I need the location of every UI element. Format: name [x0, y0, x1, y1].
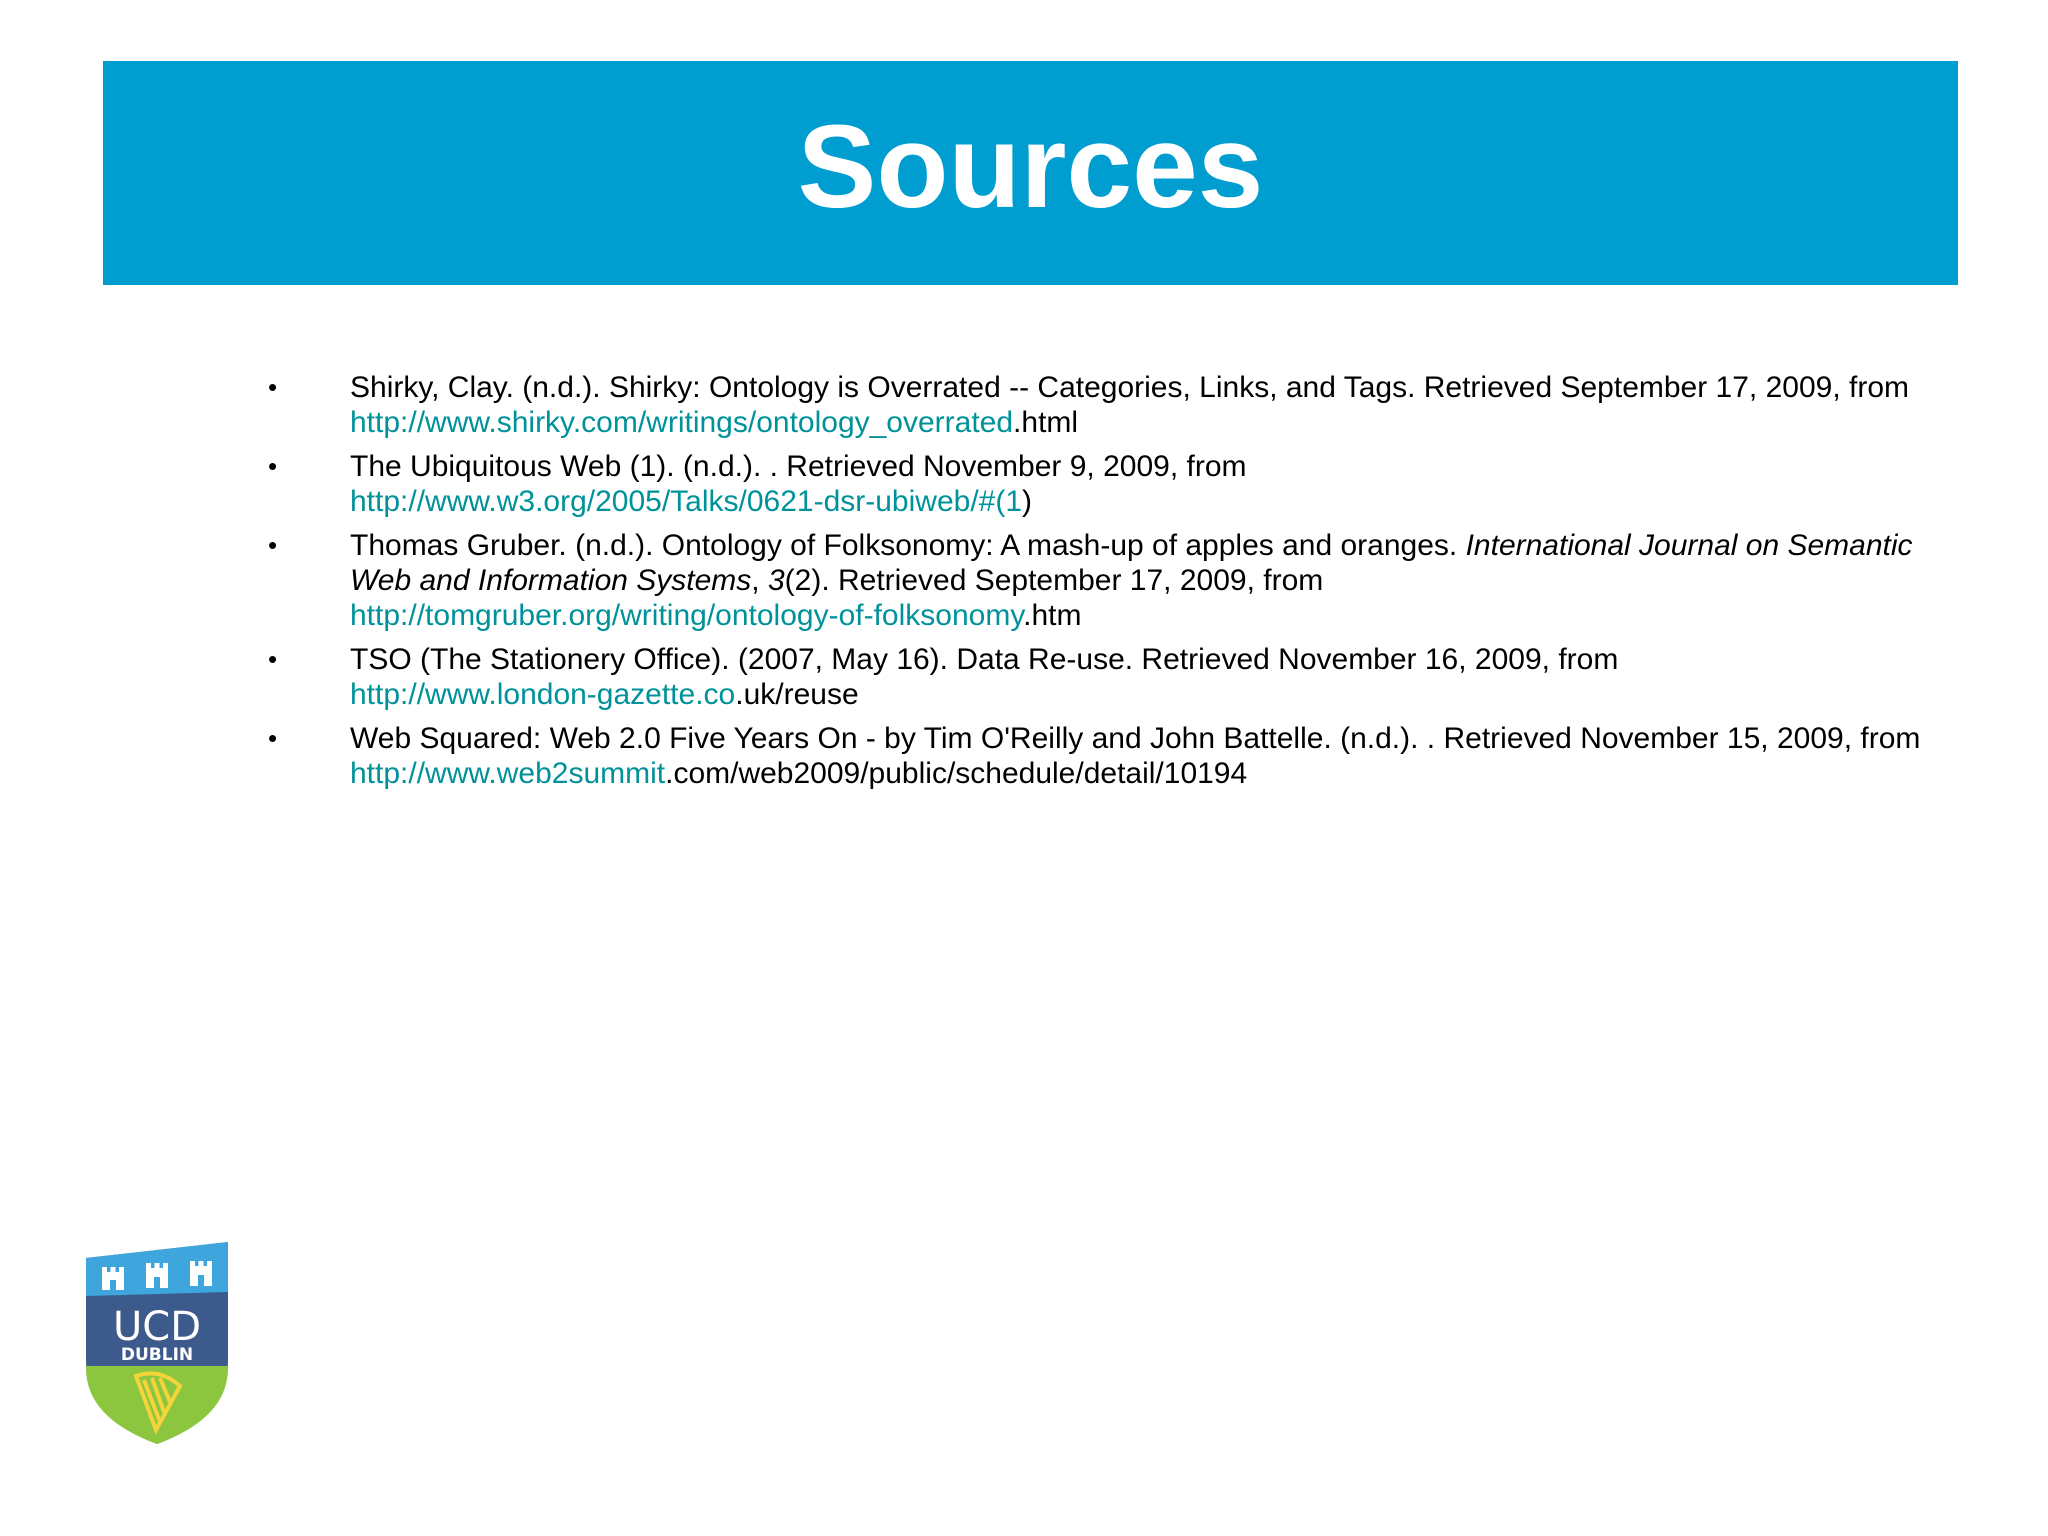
bullet: • — [268, 530, 278, 560]
source-link[interactable]: http://www.web2summit — [350, 757, 666, 790]
source-text: The Ubiquitous Web (1). (n.d.). . Retrieved November 9, 2009, from — [350, 450, 1247, 483]
source-link-tail: .uk/reuse — [735, 678, 859, 711]
journal-volume: 3 — [767, 564, 785, 597]
logo-ucd: UCD — [112, 1304, 202, 1350]
source-text: Web Squared: Web 2.0 Five Years On - by Tim O'Reilly and John Battelle. (n.d.). . Retrieved November 15, 2009, from — [350, 722, 1921, 755]
ucd-crest-icon — [84, 1240, 230, 1446]
source-text: TSO (The Stationery Office). (2007, May 16). Data Re-use. Retrieved November 16, 2009, from — [350, 643, 1619, 676]
title-bar — [103, 61, 1958, 285]
bullet: • — [268, 451, 278, 481]
source-item — [268, 721, 1958, 791]
source-item — [268, 528, 1958, 633]
source-separator: , — [751, 564, 768, 597]
source-link[interactable]: http://www.shirky.com/writings/ontology_overrated — [350, 406, 1014, 439]
source-item — [268, 370, 1958, 440]
source-item — [268, 642, 1958, 712]
source-link[interactable]: http://www.london-gazette.co — [350, 678, 736, 711]
source-link-tail: ) — [1022, 485, 1033, 518]
source-link-tail: .com/web2009/public/schedule/detail/10194 — [665, 757, 1248, 790]
sources-list — [268, 370, 1958, 800]
source-text-rest: (2). Retrieved September 17, 2009, from — [784, 564, 1324, 597]
source-link-tail: .html — [1013, 406, 1079, 439]
source-link-tail: .htm — [1023, 599, 1082, 632]
source-link[interactable]: http://www.w3.org/2005/Talks/0621-dsr-ubiweb/#(1 — [350, 485, 1023, 518]
slide-title: Sources — [797, 101, 1264, 233]
logo-dublin: DUBLIN — [120, 1345, 194, 1365]
journal-title: International Journal on Semantic Web and Information Systems — [350, 529, 1913, 597]
source-text: Shirky, Clay. (n.d.). Shirky: Ontology is Overrated -- Categories, Links, and Tags. Retrieved September 17, 2009, from — [350, 371, 1910, 404]
bullet: • — [268, 644, 278, 674]
source-link[interactable]: http://tomgruber.org/writing/ontology-of-folksonomy — [350, 599, 1024, 632]
source-item — [268, 449, 1958, 519]
source-text: Thomas Gruber. (n.d.). Ontology of Folksonomy: A mash-up of apples and oranges. — [350, 529, 1466, 562]
bullet: • — [268, 723, 278, 753]
bullet: • — [268, 372, 278, 402]
